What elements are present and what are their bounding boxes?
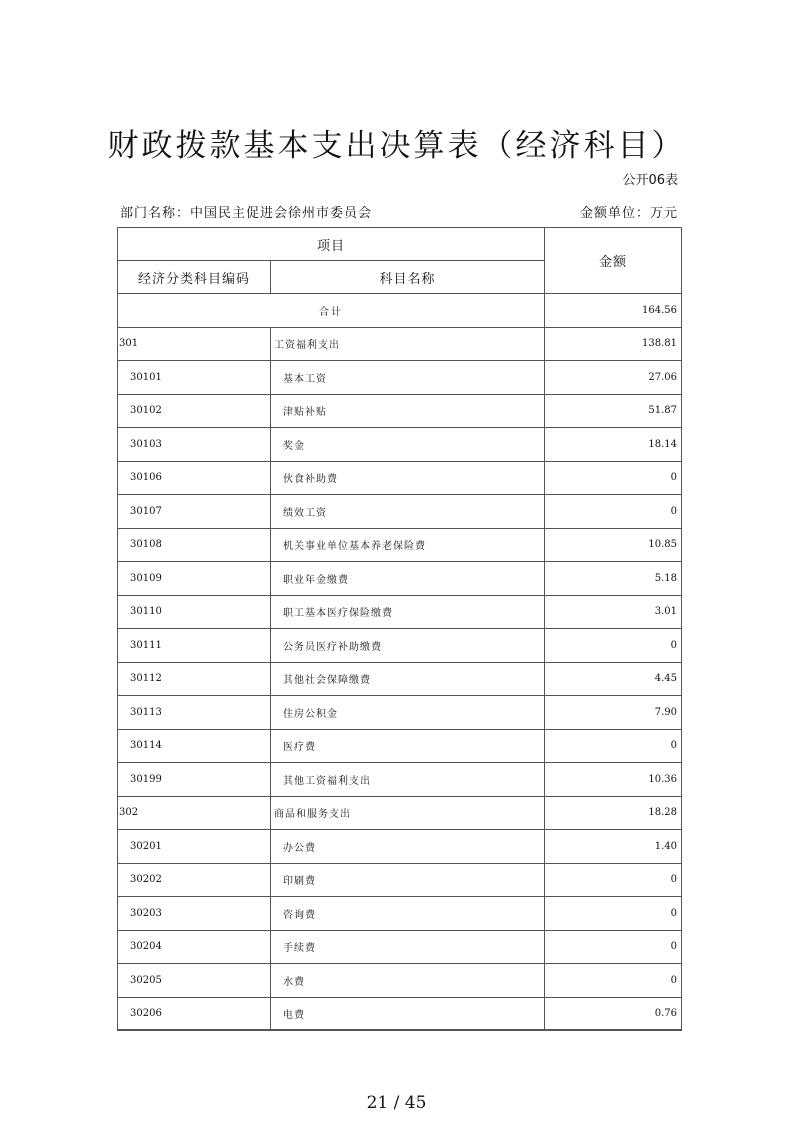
row-code: 30113 [118, 696, 271, 730]
row-name: 基本工资 [271, 361, 545, 395]
table-row [118, 562, 682, 596]
row-name: 机关事业单位基本养老保险费 [271, 528, 545, 562]
row-name: 工资福利支出 [271, 327, 545, 361]
row-amount: 4.45 [545, 662, 682, 696]
row-code: 30204 [118, 930, 271, 964]
row-code: 30205 [118, 964, 271, 998]
total-amount: 164.56 [545, 294, 682, 328]
table-row [118, 495, 682, 529]
row-code: 30103 [118, 428, 271, 462]
row-code: 302 [118, 796, 271, 830]
row-name: 住房公积金 [271, 696, 545, 730]
header-name: 科目名称 [271, 261, 545, 294]
header-amount: 金额 [545, 228, 682, 294]
amount-unit: 金额单位：万元 [579, 206, 678, 221]
table-row [118, 327, 682, 361]
row-amount: 3.01 [545, 595, 682, 629]
total-label: 合计 [118, 294, 545, 328]
row-code: 30199 [118, 763, 271, 797]
table-row [118, 997, 682, 1031]
row-code: 30201 [118, 830, 271, 864]
row-code: 30102 [118, 394, 271, 428]
expenditure-table [117, 227, 682, 1031]
row-code: 30206 [118, 997, 271, 1031]
row-name: 公务员医疗补助缴费 [271, 629, 545, 663]
table-row [118, 796, 682, 830]
row-code: 30114 [118, 729, 271, 763]
row-name: 绩效工资 [271, 495, 545, 529]
row-amount: 1.40 [545, 830, 682, 864]
row-name: 电费 [271, 997, 545, 1031]
row-amount: 0.76 [545, 997, 682, 1031]
page-title: 财政拨款基本支出决算表（经济科目） [107, 128, 686, 164]
row-code: 30108 [118, 528, 271, 562]
header-code: 经济分类科目编码 [118, 261, 271, 294]
row-code: 30111 [118, 629, 271, 663]
row-amount: 0 [545, 461, 682, 495]
row-code: 30202 [118, 863, 271, 897]
table-row [118, 629, 682, 663]
row-amount: 10.36 [545, 763, 682, 797]
row-amount: 27.06 [545, 361, 682, 395]
table-row [118, 394, 682, 428]
row-code: 30106 [118, 461, 271, 495]
table-row [118, 662, 682, 696]
row-name: 医疗费 [271, 729, 545, 763]
row-name: 办公费 [271, 830, 545, 864]
row-name: 奖金 [271, 428, 545, 462]
row-name: 咨询费 [271, 897, 545, 931]
bottom-rule [117, 1029, 681, 1030]
row-amount: 0 [545, 930, 682, 964]
row-code: 30203 [118, 897, 271, 931]
table-row [118, 528, 682, 562]
table-row [118, 964, 682, 998]
row-code: 30107 [118, 495, 271, 529]
row-code: 30109 [118, 562, 271, 596]
row-name: 伙食补助费 [271, 461, 545, 495]
row-amount: 10.85 [545, 528, 682, 562]
row-name: 其他工资福利支出 [271, 763, 545, 797]
row-amount: 138.81 [545, 327, 682, 361]
row-name: 商品和服务支出 [271, 796, 545, 830]
row-amount: 0 [545, 964, 682, 998]
page-number: 21 / 45 [366, 1093, 427, 1113]
row-amount: 18.14 [545, 428, 682, 462]
row-amount: 0 [545, 629, 682, 663]
row-code: 301 [118, 327, 271, 361]
row-amount: 0 [545, 495, 682, 529]
table-row [118, 897, 682, 931]
table-row [118, 930, 682, 964]
row-amount: 0 [545, 897, 682, 931]
row-name: 津贴补贴 [271, 394, 545, 428]
table-row [118, 428, 682, 462]
row-name: 手续费 [271, 930, 545, 964]
row-amount: 51.87 [545, 394, 682, 428]
table-row [118, 763, 682, 797]
department-name: 部门名称：中国民主促进会徐州市委员会 [120, 206, 373, 221]
table-row [118, 830, 682, 864]
row-code: 30101 [118, 361, 271, 395]
table-row [118, 863, 682, 897]
row-name: 水费 [271, 964, 545, 998]
header-item: 项目 [118, 228, 545, 261]
row-name: 其他社会保障缴费 [271, 662, 545, 696]
row-amount: 7.90 [545, 696, 682, 730]
row-code: 30110 [118, 595, 271, 629]
row-amount: 18.28 [545, 796, 682, 830]
row-name: 职业年金缴费 [271, 562, 545, 596]
table-row [118, 696, 682, 730]
total-row [118, 294, 682, 328]
table-row [118, 729, 682, 763]
row-amount: 5.18 [545, 562, 682, 596]
row-name: 印刷费 [271, 863, 545, 897]
table-row [118, 461, 682, 495]
row-amount: 0 [545, 729, 682, 763]
form-number: 公开06表 [622, 173, 678, 188]
row-amount: 0 [545, 863, 682, 897]
table-row [118, 361, 682, 395]
table-row [118, 595, 682, 629]
row-name: 职工基本医疗保险缴费 [271, 595, 545, 629]
row-code: 30112 [118, 662, 271, 696]
